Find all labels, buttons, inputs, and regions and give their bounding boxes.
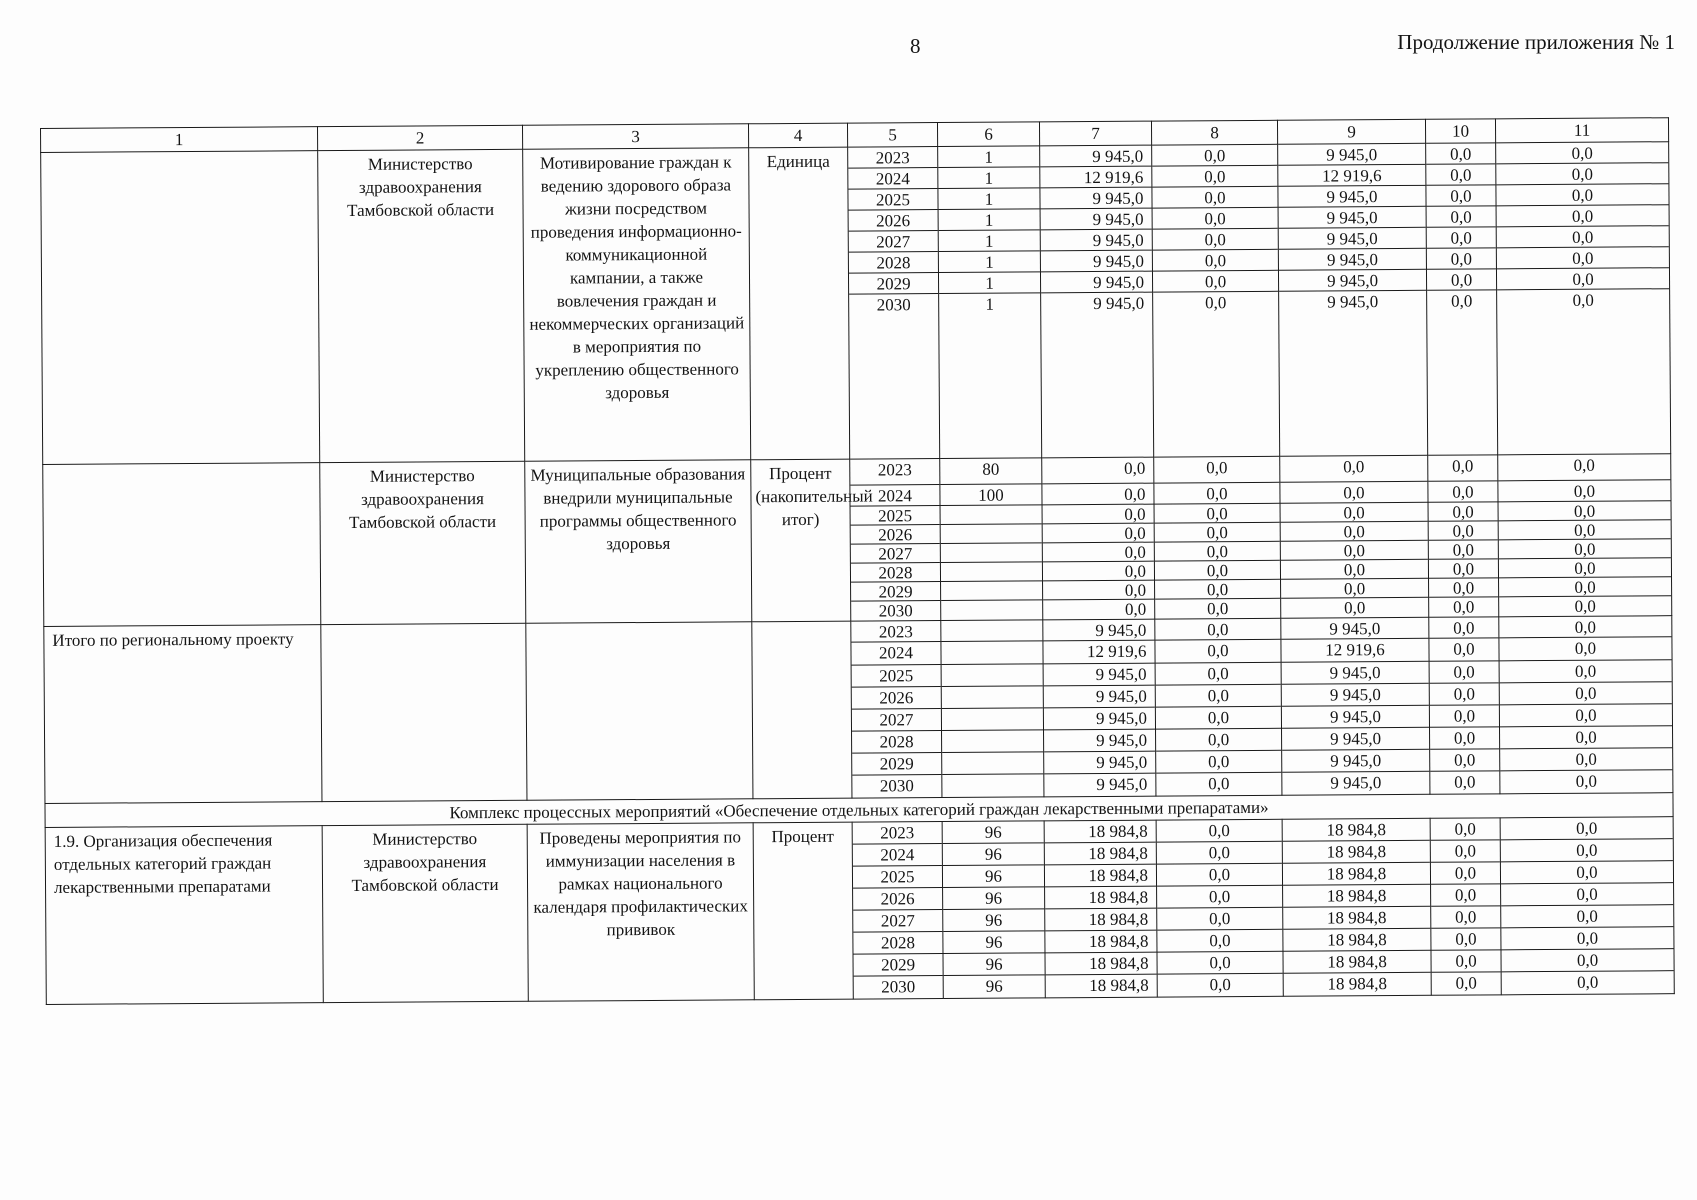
local-funding-value: 0,0 (1431, 928, 1500, 950)
federal-funding-value: 0,0 (1156, 751, 1281, 774)
total-funding-value: 9 945,0 (1044, 664, 1155, 687)
indicator-value: 96 (943, 843, 1044, 866)
regional-funding-value: 9 945,0 (1281, 618, 1428, 640)
year-value: 2030 (879, 776, 914, 796)
extra-funding-value: 0,0 (1501, 861, 1673, 884)
local-funding-value: 0,0 (1427, 206, 1496, 227)
local-funding-value: 0,0 (1431, 884, 1500, 906)
total-funding-value: 0,0 (1042, 484, 1153, 506)
extra-funding-value: 0,0 (1499, 558, 1671, 578)
regional-funding-value: 0,0 (1280, 482, 1427, 504)
regional-funding-value: 9 945,0 (1278, 186, 1425, 208)
indicator-value: 1 (938, 188, 1039, 210)
total-funding-value: 0,0 (1042, 458, 1153, 485)
executor-cell: Министерство здравоохранения Тамбовской области (349, 466, 497, 532)
federal-funding-value: 0,0 (1156, 707, 1281, 730)
indicator-value (942, 686, 1043, 709)
indicator-value (941, 505, 1042, 525)
local-funding-value: 0,0 (1429, 559, 1498, 578)
result-cell: Муниципальные образования внедрили муниципальные программы общественного здоровья (530, 464, 746, 554)
indicator-value: 1 (939, 272, 1040, 294)
year-value: 2026 (852, 687, 941, 710)
executor-cell (321, 624, 525, 627)
regional-funding-value: 0,0 (1281, 560, 1428, 580)
total-funding-value: 9 945,0 (1040, 146, 1151, 168)
total-funding-value: 9 945,0 (1041, 251, 1152, 273)
year-value: 2025 (851, 506, 940, 526)
measure-name-cell (41, 151, 317, 155)
indicator-value: 1 (985, 294, 995, 314)
local-funding-value: 0,0 (1429, 521, 1498, 540)
federal-funding-value: 0,0 (1152, 166, 1277, 188)
year-value: 2024 (853, 844, 942, 867)
federal-funding-value: 0,0 (1153, 271, 1278, 293)
indicator-value: 1 (938, 167, 1039, 189)
year-value: 2026 (851, 525, 940, 545)
indicator-value: 96 (943, 931, 1044, 954)
unit-cell (752, 622, 850, 625)
regional-funding-value: 18 984,8 (1283, 929, 1430, 952)
federal-funding-value: 0,0 (1154, 483, 1279, 505)
result-cell: Проведены мероприятия по иммунизации населения в рамках национального календаря профилактических прививок (533, 827, 748, 940)
federal-funding-value: 0,0 (1157, 820, 1282, 843)
header-cell: 7 (1039, 121, 1151, 146)
federal-funding-value: 0,0 (1153, 208, 1278, 230)
indicator-value (941, 543, 1042, 563)
year-value: 2023 (850, 459, 939, 486)
regional-funding-value: 0,0 (1344, 598, 1366, 618)
local-funding-value: 0,0 (1430, 727, 1499, 749)
total-funding-value: 9 945,0 (1093, 293, 1145, 314)
extra-funding-value: 0,0 (1500, 748, 1672, 771)
total-funding-value: 9 945,0 (1041, 230, 1152, 252)
extra-funding-value: 0,0 (1499, 520, 1671, 540)
total-funding-value: 9 945,0 (1043, 620, 1154, 642)
total-funding-value: 18 984,8 (1045, 909, 1156, 932)
header-cell: 5 (847, 123, 937, 148)
federal-funding-value: 0,0 (1207, 599, 1229, 619)
unit-cell: Единица (766, 151, 830, 172)
header-cell: 4 (748, 123, 847, 148)
local-funding-value: 0,0 (1431, 840, 1500, 862)
federal-funding-value: 0,0 (1155, 504, 1280, 524)
year-value: 2024 (851, 642, 940, 666)
extra-funding-value: 0,0 (1499, 539, 1671, 559)
regional-funding-value: 0,0 (1281, 541, 1428, 561)
table-row (43, 454, 1672, 627)
measure-name-cell (43, 463, 319, 467)
year-value: 2027 (852, 709, 941, 732)
indicator-value (941, 581, 1042, 601)
extra-funding-value: 0,0 (1501, 839, 1673, 862)
total-funding-value: 12 919,6 (1040, 167, 1151, 189)
year-value: 2029 (852, 753, 941, 776)
local-funding-value: 0,0 (1455, 973, 1477, 993)
indicator-value: 96 (985, 976, 1003, 996)
year-value: 2027 (849, 231, 938, 253)
unit-cell: Процент (накопительный итог) (755, 463, 873, 530)
total-funding-value: 9 945,0 (1096, 774, 1148, 795)
total-funding-value: 18 984,8 (1045, 953, 1156, 976)
header-cell: 11 (1495, 118, 1668, 143)
total-funding-value: 9 945,0 (1044, 708, 1155, 731)
year-value: 2026 (853, 888, 942, 911)
total-funding-value: 9 945,0 (1044, 752, 1155, 775)
federal-funding-value: 0,0 (1155, 561, 1280, 581)
total-funding-value: 9 945,0 (1040, 188, 1151, 210)
header-cell: 1 (41, 127, 318, 153)
total-funding-value: 12 919,6 (1043, 641, 1154, 665)
federal-funding-value: 0,0 (1208, 774, 1230, 794)
total-funding-value: 0,0 (1043, 505, 1154, 525)
extra-funding-value: 0,0 (1574, 596, 1596, 616)
federal-funding-value: 0,0 (1209, 975, 1231, 995)
indicator-value (941, 641, 1042, 665)
indicator-value: 96 (943, 909, 1044, 932)
year-value: 2026 (849, 210, 938, 232)
measure-name-cell: Итого по региональному проекту (52, 629, 294, 650)
total-funding-value: 0,0 (1043, 562, 1154, 582)
regional-funding-value: 18 984,8 (1283, 951, 1430, 974)
local-funding-value: 0,0 (1431, 818, 1500, 840)
regional-funding-value: 12 919,6 (1278, 165, 1425, 187)
local-funding-value: 0,0 (1431, 906, 1500, 928)
regional-funding-value: 9 945,0 (1282, 706, 1429, 729)
year-value: 2029 (854, 954, 943, 977)
federal-funding-value: 0,0 (1156, 729, 1281, 752)
regional-funding-value: 9 945,0 (1282, 728, 1429, 751)
header-cell: 6 (937, 122, 1039, 147)
indicator-value (942, 708, 1043, 731)
extra-funding-value: 0,0 (1496, 163, 1668, 185)
federal-funding-value: 0,0 (1156, 663, 1281, 686)
federal-funding-value: 0,0 (1157, 908, 1282, 931)
indicator-value (941, 600, 1042, 620)
measure-name-cell: 1.9. Организация обеспечения отдельных категорий граждан лекарственными препаратами (53, 830, 273, 897)
extra-funding-value: 0,0 (1500, 682, 1672, 705)
year-value: 2028 (849, 252, 938, 274)
extra-funding-value: 0,0 (1498, 480, 1670, 502)
year-value: 2027 (853, 910, 942, 933)
regional-funding-value: 0,0 (1281, 579, 1428, 599)
regional-funding-value: 0,0 (1281, 522, 1428, 542)
extra-funding-value: 0,0 (1501, 905, 1673, 928)
total-funding-value: 18 984,8 (1045, 843, 1156, 866)
federal-funding-value: 0,0 (1157, 864, 1282, 887)
local-funding-value: 0,0 (1427, 269, 1496, 290)
local-funding-value: 0,0 (1426, 164, 1495, 185)
federal-funding-value: 0,0 (1204, 293, 1227, 313)
extra-funding-value: 0,0 (1497, 268, 1669, 290)
extra-funding-value: 0,0 (1575, 771, 1598, 791)
local-funding-value: 0,0 (1429, 578, 1498, 597)
year-value: 2024 (850, 485, 939, 507)
table-row (45, 817, 1674, 1005)
federal-funding-value: 0,0 (1157, 886, 1282, 909)
page-number: 8 (910, 34, 921, 58)
extra-funding-value: 0,0 (1497, 226, 1669, 248)
regional-funding-value: 9 945,0 (1327, 292, 1379, 312)
regional-funding-value: 0,0 (1280, 456, 1427, 483)
federal-funding-value: 0,0 (1153, 250, 1278, 272)
total-funding-value: 9 945,0 (1041, 272, 1152, 294)
local-funding-value: 0,0 (1428, 455, 1497, 481)
total-funding-value: 18 984,8 (1045, 865, 1156, 888)
extra-funding-value: 0,0 (1572, 290, 1594, 310)
local-funding-value: 0,0 (1429, 502, 1498, 521)
year-value: 2025 (848, 189, 937, 211)
year-value: 2030 (876, 295, 911, 315)
indicator-value: 96 (943, 953, 1044, 976)
extra-funding-value: 0,0 (1577, 972, 1599, 992)
year-value: 2023 (851, 621, 940, 643)
federal-funding-value: 0,0 (1157, 930, 1282, 953)
header-cell: 10 (1425, 119, 1495, 143)
budget-table (40, 117, 1675, 1005)
year-value: 2025 (852, 665, 941, 688)
total-funding-value: 18 984,8 (1045, 887, 1156, 910)
extra-funding-value: 0,0 (1499, 577, 1671, 597)
total-funding-value: 18 984,8 (1045, 821, 1156, 844)
extra-funding-value: 0,0 (1496, 184, 1668, 206)
total-funding-value: 18 984,8 (1045, 931, 1156, 954)
regional-funding-value: 0,0 (1281, 503, 1428, 523)
executor-cell: Министерство здравоохранения Тамбовской области (351, 829, 499, 895)
regional-funding-value: 9 945,0 (1279, 249, 1426, 271)
regional-funding-value: 9 945,0 (1282, 684, 1429, 707)
indicator-value (941, 562, 1042, 582)
extra-funding-value: 0,0 (1497, 247, 1669, 269)
regional-funding-value: 18 984,8 (1283, 819, 1430, 842)
extra-funding-value: 0,0 (1501, 949, 1673, 972)
year-value: 2030 (881, 977, 916, 997)
federal-funding-value: 0,0 (1153, 229, 1278, 251)
extra-funding-value: 0,0 (1500, 660, 1672, 683)
extra-funding-value: 0,0 (1497, 205, 1669, 227)
year-value: 2023 (848, 147, 937, 169)
unit-cell: Процент (771, 826, 834, 847)
federal-funding-value: 0,0 (1155, 619, 1280, 641)
federal-funding-value: 0,0 (1157, 952, 1282, 975)
indicator-value (942, 730, 1043, 753)
extra-funding-value: 0,0 (1500, 704, 1672, 727)
federal-funding-value: 0,0 (1156, 685, 1281, 708)
year-value: 2029 (849, 273, 938, 295)
local-funding-value: 0,0 (1431, 950, 1500, 972)
header-cell: 3 (522, 124, 748, 149)
regional-funding-value: 9 945,0 (1282, 662, 1429, 685)
regional-funding-value: 9 945,0 (1279, 270, 1426, 292)
local-funding-value: 0,0 (1453, 597, 1475, 617)
year-value: 2023 (853, 822, 942, 845)
table-row (44, 616, 1673, 804)
federal-funding-value: 0,0 (1155, 523, 1280, 543)
regional-funding-value: 9 945,0 (1279, 228, 1426, 250)
result-cell: Мотивирование граждан к ведению здорового образа жизни посредством проведения информационно-коммуникационной кампании, а также вовлечения граждан и некоммерческих организаций в мероприятия по укреплению общественного здоровья (529, 152, 745, 403)
regional-funding-value: 12 919,6 (1281, 639, 1428, 663)
header-cell: 2 (317, 125, 522, 150)
regional-funding-value: 9 945,0 (1330, 773, 1382, 793)
total-funding-value: 9 945,0 (1044, 730, 1155, 753)
header-cell: 9 (1277, 119, 1425, 144)
indicator-value: 96 (943, 887, 1044, 910)
local-funding-value: 0,0 (1427, 227, 1496, 248)
executor-cell: Министерство здравоохранения Тамбовской области (347, 154, 495, 220)
indicator-value: 96 (943, 865, 1044, 888)
year-value: 2029 (851, 582, 940, 602)
year-value: 2030 (878, 601, 913, 621)
indicator-value (942, 664, 1043, 687)
total-funding-value: 9 945,0 (1044, 686, 1155, 709)
total-funding-value: 0,0 (1043, 581, 1154, 601)
federal-funding-value: 0,0 (1157, 842, 1282, 865)
total-funding-value: 9 945,0 (1041, 209, 1152, 231)
local-funding-value: 0,0 (1427, 248, 1496, 269)
local-funding-value: 0,0 (1426, 185, 1495, 206)
regional-funding-value: 18 984,8 (1283, 907, 1430, 930)
local-funding-value: 0,0 (1428, 481, 1497, 502)
indicator-value: 100 (940, 484, 1041, 506)
indicator-value: 96 (943, 821, 1044, 844)
local-funding-value: 0,0 (1429, 638, 1498, 661)
local-funding-value: 0,0 (1430, 749, 1499, 771)
regional-funding-value: 9 945,0 (1278, 144, 1425, 166)
local-funding-value: 0,0 (1431, 862, 1500, 884)
local-funding-value: 0,0 (1454, 772, 1476, 792)
regional-funding-value: 18 984,8 (1283, 885, 1430, 908)
local-funding-value: 0,0 (1450, 291, 1473, 311)
extra-funding-value: 0,0 (1496, 142, 1668, 164)
total-funding-value: 18 984,8 (1089, 975, 1149, 996)
result-cell (526, 622, 751, 625)
federal-funding-value: 0,0 (1155, 542, 1280, 562)
regional-funding-value: 18 984,8 (1283, 841, 1430, 864)
regional-funding-value: 9 945,0 (1279, 207, 1426, 229)
indicator-value: 1 (938, 146, 1039, 168)
year-value: 2025 (853, 866, 942, 889)
total-funding-value: 0,0 (1043, 543, 1154, 563)
total-funding-value: 0,0 (1043, 524, 1154, 544)
regional-funding-value: 18 984,8 (1327, 974, 1388, 994)
federal-funding-value: 0,0 (1152, 145, 1277, 167)
extra-funding-value: 0,0 (1501, 817, 1673, 840)
continuation-caption: Продолжение приложения № 1 (1397, 30, 1675, 54)
header-cell: 8 (1151, 120, 1277, 145)
federal-funding-value: 0,0 (1154, 457, 1279, 484)
regional-funding-value: 9 945,0 (1282, 750, 1429, 773)
federal-funding-value: 0,0 (1155, 640, 1280, 664)
regional-funding-value: 18 984,8 (1283, 863, 1430, 886)
local-funding-value: 0,0 (1430, 661, 1499, 683)
local-funding-value: 0,0 (1426, 143, 1495, 164)
indicator-value: 80 (940, 458, 1041, 485)
indicator-value: 1 (939, 209, 1040, 231)
year-value: 2024 (848, 168, 937, 190)
year-value: 2027 (851, 544, 940, 564)
local-funding-value: 0,0 (1429, 617, 1498, 638)
table-row (41, 142, 1671, 465)
extra-funding-value: 0,0 (1499, 501, 1671, 521)
year-value: 2028 (853, 932, 942, 955)
extra-funding-value: 0,0 (1498, 454, 1670, 481)
indicator-value (942, 752, 1043, 775)
indicator-value (941, 620, 1042, 642)
extra-funding-value: 0,0 (1499, 637, 1671, 661)
federal-funding-value: 0,0 (1155, 580, 1280, 600)
indicator-value: 1 (939, 251, 1040, 273)
extra-funding-value: 0,0 (1500, 726, 1672, 749)
year-value: 2028 (851, 563, 940, 583)
extra-funding-value: 0,0 (1499, 616, 1671, 638)
extra-funding-value: 0,0 (1501, 883, 1673, 906)
indicator-value (942, 774, 1043, 797)
indicator-value (941, 524, 1042, 544)
local-funding-value: 0,0 (1429, 540, 1498, 559)
local-funding-value: 0,0 (1430, 705, 1499, 727)
total-funding-value: 0,0 (1124, 599, 1147, 619)
year-value: 2028 (852, 731, 941, 754)
extra-funding-value: 0,0 (1501, 927, 1673, 950)
federal-funding-value: 0,0 (1152, 187, 1277, 209)
section-title: Комплекс процессных мероприятий «Обеспечение отдельных категорий граждан лекарственными препаратами» (45, 793, 1673, 828)
local-funding-value: 0,0 (1430, 683, 1499, 705)
indicator-value: 1 (939, 230, 1040, 252)
